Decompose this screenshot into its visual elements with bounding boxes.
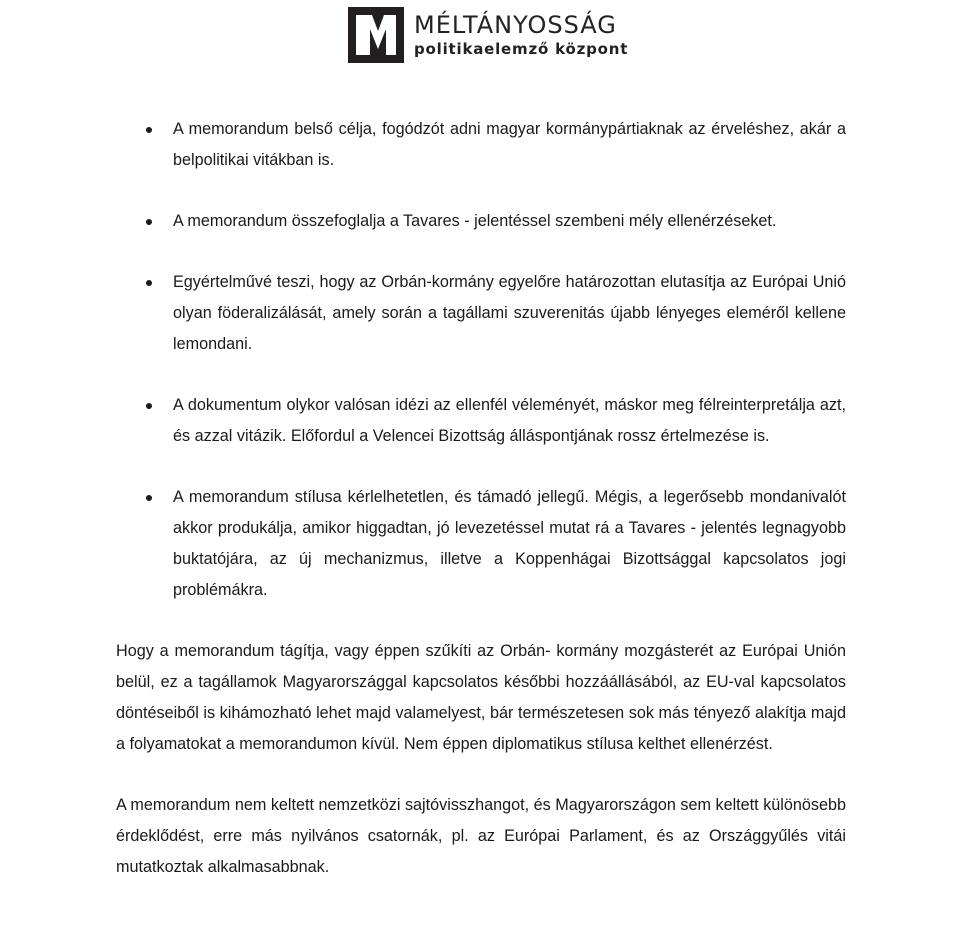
m-letter-logo-icon [348, 7, 404, 63]
bullet-item [116, 482, 846, 606]
page-header [348, 6, 628, 64]
bullet-item [116, 390, 846, 452]
bullet-item [116, 114, 846, 176]
bullet-text: A memorandum belső célja, fogódzót adni magyar kormánypártiaknak az érveléshez, akár a belpolitikai vitákban is. [173, 120, 846, 169]
document-body [116, 114, 846, 913]
bullet-item [116, 267, 846, 360]
bullet-text: Egyértelművé teszi, hogy az Orbán-kormány egyelőre határozottan elutasítja az Európai Unió olyan föderalizálását, amely során a tagállami szuverenitás újabb lényeges eleméről kellene lemondani. [173, 273, 846, 353]
bullet-dot-icon [146, 219, 152, 225]
bullet-item [116, 206, 846, 237]
bullet-list [116, 114, 846, 606]
bullet-text: A dokumentum olykor valósan idézi az ellenfél véleményét, máskor meg félreinterpretálja azt, és azzal vitázik. Előfordul a Velencei Bizottság álláspontjának rossz értelmezése is. [173, 396, 846, 445]
logo-text [414, 11, 628, 59]
bullet-dot-icon [146, 403, 152, 409]
body-paragraph: Hogy a memorandum tágítja, vagy éppen szűkíti az Orbán- kormány mozgásterét az Európai Unión belül, ez a tagállamok Magyarországgal kapcsolatos későbbi hozzáállásából, az EU-val kapcsolatos döntéseiből is kihámozható lehet majd valamelyest, bár természetesen sok más tényező alakítja majd a folyamatokat a memorandumon kívül. Nem éppen diplomatikus stílusa kelthet ellenérzést. [116, 642, 846, 753]
bullet-text: A memorandum összefoglalja a Tavares - jelentéssel szembeni mély ellenérzéseket. [173, 212, 777, 230]
logo-title: MÉLTÁNYOSSÁG [414, 11, 617, 39]
bullet-dot-icon [146, 495, 152, 501]
bullet-dot-icon [146, 127, 152, 133]
logo-subtitle: politikaelemző központ [414, 40, 629, 58]
bullet-text: A memorandum stílusa kérlelhetetlen, és támadó jellegű. Mégis, a legerősebb mondanivalót akkor produkálja, amikor higgadtan, jó levezetéssel mutat rá a Tavares - jelentés legnagyobb buktatójára, az új mechanizmus, illetve a Koppenhágai Bizottsággal kapcsolatos jogi problémákra. [173, 488, 846, 599]
body-paragraph: A memorandum nem keltett nemzetközi sajtóvisszhangot, és Magyarországon sem keltett különösebb érdeklődést, erre más nyilvános csatornák, pl. az Európai Parlament, és az Országgyűlés vitái mutatkoztak alkalmasabbnak. [116, 796, 846, 876]
bullet-dot-icon [146, 280, 152, 286]
